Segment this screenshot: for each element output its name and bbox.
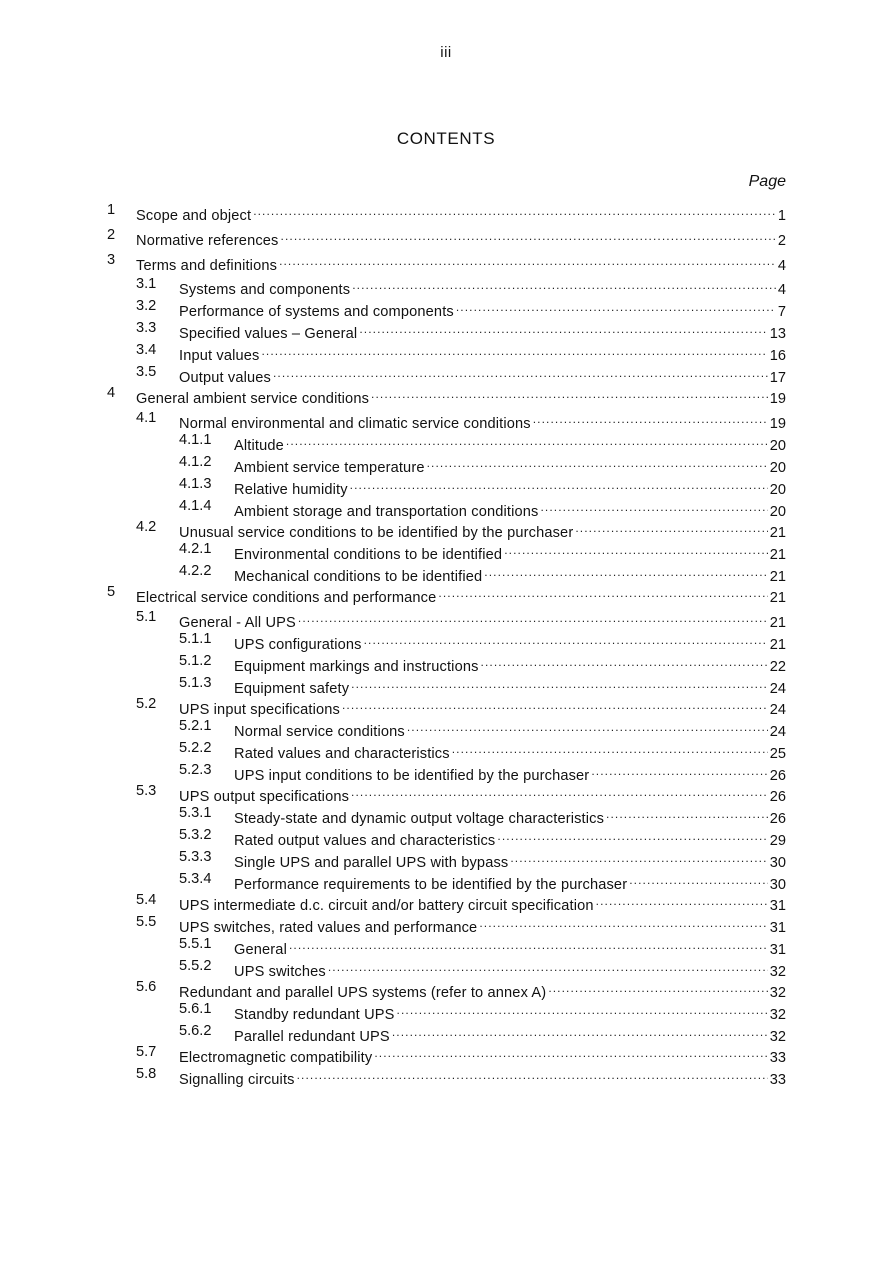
- toc-entry-title: General - All UPS: [179, 615, 296, 631]
- dot-leader: [262, 340, 768, 360]
- dot-leader: [479, 912, 767, 932]
- toc-entry-title: Signalling circuits: [179, 1072, 295, 1088]
- toc-entry: [179, 869, 786, 893]
- toc-entry-number: 5.5.1: [179, 936, 212, 952]
- toc-entry-title: UPS input specifications: [179, 702, 340, 718]
- toc-entry-number: 5.1.2: [179, 653, 212, 669]
- toc-entry: [136, 912, 786, 936]
- toc-entry: [179, 673, 786, 697]
- dot-leader: [510, 847, 767, 867]
- toc-entry-title: Redundant and parallel UPS systems (refer to annex A): [179, 985, 547, 1001]
- dot-leader: [575, 517, 767, 537]
- toc-entry: [136, 296, 786, 320]
- toc-entry-number: 2: [107, 227, 116, 243]
- toc-entry-number: 5.1: [136, 609, 157, 625]
- toc-entry: [107, 383, 786, 407]
- toc-entry: [136, 890, 786, 914]
- toc-entry-page: 21: [769, 525, 786, 541]
- toc-entry-number: 5.5: [136, 914, 157, 930]
- toc-entry: [179, 716, 786, 740]
- toc-entry-title: Systems and components: [179, 282, 351, 298]
- toc-entry: [179, 561, 786, 585]
- toc-entry-title: Rated values and characteristics: [234, 746, 450, 762]
- toc-entry: [136, 274, 786, 298]
- toc-entry-number: 5.6.1: [179, 1001, 212, 1017]
- toc-entry-page: 22: [769, 659, 786, 675]
- toc-entry-page: 32: [769, 1029, 786, 1045]
- dot-leader: [289, 934, 768, 954]
- toc-entry-page: 31: [769, 942, 786, 958]
- toc-entry-page: 19: [769, 416, 786, 432]
- toc-entry-title: Relative humidity: [234, 482, 348, 498]
- toc-entry-title: UPS configurations: [234, 637, 362, 653]
- toc-entry-page: 31: [769, 898, 786, 914]
- toc-entry-title: Unusual service conditions to be identified by the purchaser: [179, 525, 574, 541]
- toc-entry: [179, 760, 786, 784]
- page-title: CONTENTS: [396, 129, 496, 148]
- toc-entry-page: 26: [769, 811, 786, 827]
- toc-entry: [107, 225, 786, 249]
- toc-entry-number: 5.2: [136, 696, 157, 712]
- toc-entry-page: 29: [769, 833, 786, 849]
- dot-leader: [456, 296, 776, 316]
- toc-entry-title: Output values: [179, 370, 271, 386]
- toc-entry-title: Parallel redundant UPS: [234, 1029, 390, 1045]
- toc-entry-page: 20: [769, 460, 786, 476]
- toc-entry: [179, 934, 786, 958]
- toc-entry-number: 4.2.2: [179, 563, 212, 579]
- toc-entry-number: 4: [107, 385, 116, 401]
- toc-entry-number: 3.2: [136, 298, 157, 314]
- toc-entry: [179, 825, 786, 849]
- dot-leader: [286, 430, 768, 450]
- page-column-label: Page: [748, 173, 786, 190]
- dot-leader: [548, 977, 767, 997]
- toc-entry-page: 20: [769, 438, 786, 454]
- toc-entry-page: 31: [769, 920, 786, 936]
- toc-entry: [179, 474, 786, 498]
- toc-entry-title: Standby redundant UPS: [234, 1007, 395, 1023]
- dot-leader: [273, 362, 768, 382]
- toc-entry-title: Normative references: [136, 233, 279, 249]
- toc-entry: [136, 408, 786, 432]
- toc-entry-title: Electromagnetic compatibility: [179, 1050, 373, 1066]
- toc-entry: [179, 430, 786, 454]
- toc-entry: [107, 582, 786, 606]
- toc-entry-number: 4.1.1: [179, 432, 212, 448]
- dot-leader: [297, 1064, 768, 1084]
- dot-leader: [359, 318, 767, 338]
- toc-entry-title: Performance of systems and components: [179, 304, 454, 320]
- toc-entry-page: 24: [769, 702, 786, 718]
- toc-entry: [179, 999, 786, 1023]
- toc-entry: [179, 629, 786, 653]
- toc-entry-page: 19: [769, 391, 786, 407]
- toc-entry-title: Environmental conditions to be identified: [234, 547, 503, 563]
- toc-entry-page: 1: [777, 208, 786, 224]
- dot-leader: [364, 629, 768, 649]
- toc-entry: [179, 1021, 786, 1045]
- dot-leader: [352, 274, 776, 294]
- toc-entry-title: Steady-state and dynamic output voltage characteristics: [234, 811, 605, 827]
- toc-entry-page: 25: [769, 746, 786, 762]
- toc-entry-number: 5.6: [136, 979, 157, 995]
- toc-entry-number: 5.1.1: [179, 631, 212, 647]
- toc-entry-page: 4: [777, 258, 786, 274]
- dot-leader: [497, 825, 767, 845]
- toc-entry-number: 3: [107, 252, 116, 268]
- toc-entry-number: 1: [107, 202, 116, 218]
- toc-entry-number: 5.3.2: [179, 827, 212, 843]
- toc-entry-title: Terms and definitions: [136, 258, 278, 274]
- dot-leader: [298, 607, 768, 627]
- toc-entry-number: 5.3.3: [179, 849, 212, 865]
- dot-leader: [540, 496, 767, 516]
- toc-entry: [136, 977, 786, 1001]
- toc-entry-title: UPS output specifications: [179, 789, 350, 805]
- toc-entry-title: Scope and object: [136, 208, 252, 224]
- toc-entry-page: 32: [769, 1007, 786, 1023]
- toc-entry-page: 21: [769, 569, 786, 585]
- toc-entry: [179, 738, 786, 762]
- toc-entry-title: Ambient service temperature: [234, 460, 425, 476]
- toc-entry-page: 21: [769, 637, 786, 653]
- toc-entry-number: 5.7: [136, 1044, 157, 1060]
- toc-entry-page: 30: [769, 855, 786, 871]
- dot-leader: [452, 738, 768, 758]
- toc-entry: [179, 651, 786, 675]
- toc-entry-page: 16: [769, 348, 786, 364]
- toc-entry-title: Performance requirements to be identified by the purchaser: [234, 877, 628, 893]
- toc-entry-number: 5.8: [136, 1066, 157, 1082]
- toc-entry-page: 24: [769, 724, 786, 740]
- dot-leader: [350, 474, 768, 494]
- dot-leader: [342, 694, 768, 714]
- dot-leader: [606, 803, 768, 823]
- toc-entry-number: 4.2: [136, 519, 157, 535]
- toc-entry-number: 4.2.1: [179, 541, 212, 557]
- dot-leader: [504, 539, 768, 559]
- toc-entry-number: 5.1.3: [179, 675, 212, 691]
- toc-entry-number: 4.1: [136, 410, 157, 426]
- toc-entry-number: 5.3.4: [179, 871, 212, 887]
- toc-entry-title: Equipment markings and instructions: [234, 659, 479, 675]
- toc-entry-number: 5.2.2: [179, 740, 212, 756]
- toc-entry-title: UPS switches: [234, 964, 326, 980]
- toc-entry: [136, 1064, 786, 1088]
- toc-entry-title: Input values: [179, 348, 260, 364]
- toc-entry-page: 30: [769, 877, 786, 893]
- dot-leader: [397, 999, 768, 1019]
- toc-entry-title: Electrical service conditions and performance: [136, 590, 437, 606]
- toc-entry-title: Single UPS and parallel UPS with bypass: [234, 855, 509, 871]
- dot-leader: [533, 408, 768, 428]
- toc-entry-number: 3.1: [136, 276, 157, 292]
- toc-entry-number: 5.2.3: [179, 762, 212, 778]
- toc-entry-number: 3.4: [136, 342, 157, 358]
- dot-leader: [392, 1021, 768, 1041]
- toc-entry-page: 26: [769, 768, 786, 784]
- dot-leader: [629, 869, 768, 889]
- toc-entry-number: 5.3.1: [179, 805, 212, 821]
- dot-leader: [351, 781, 768, 801]
- toc-entry-title: Specified values – General: [179, 326, 358, 342]
- toc-entry-page: 32: [769, 985, 786, 1001]
- toc-entry-title: UPS intermediate d.c. circuit and/or battery circuit specification: [179, 898, 594, 914]
- toc-entry-page: 21: [769, 547, 786, 563]
- toc-entry-page: 24: [769, 681, 786, 697]
- toc-entry-number: 5.6.2: [179, 1023, 212, 1039]
- dot-leader: [328, 956, 768, 976]
- toc-entry-number: 5: [107, 584, 116, 600]
- toc-entry-number: 4.1.2: [179, 454, 212, 470]
- toc-entry: [179, 452, 786, 476]
- page-number: iii: [440, 44, 452, 61]
- toc-entry: [136, 517, 786, 541]
- toc-entry-title: Equipment safety: [234, 681, 350, 697]
- dot-leader: [351, 673, 768, 693]
- dot-leader: [281, 225, 776, 245]
- toc-entry: [179, 496, 786, 520]
- toc-entry-title: Ambient storage and transportation conditions: [234, 504, 539, 520]
- toc-entry-number: 3.3: [136, 320, 157, 336]
- toc-entry: [179, 539, 786, 563]
- toc-entry-title: Altitude: [234, 438, 284, 454]
- dot-leader: [253, 200, 776, 220]
- toc-entry-number: 4.1.3: [179, 476, 212, 492]
- toc-entry-title: UPS input conditions to be identified by the purchaser: [234, 768, 590, 784]
- toc-entry: [107, 250, 786, 274]
- toc-entry-number: 5.2.1: [179, 718, 212, 734]
- toc-entry: [136, 607, 786, 631]
- toc-entry-number: 5.4: [136, 892, 157, 908]
- toc-entry-page: 17: [769, 370, 786, 386]
- toc-entry-page: 21: [769, 590, 786, 606]
- toc-entry-title: Normal environmental and climatic service conditions: [179, 416, 531, 432]
- toc-entry: [179, 847, 786, 871]
- toc-entry-page: 21: [769, 615, 786, 631]
- toc-entry-title: Normal service conditions: [234, 724, 405, 740]
- toc-entry-page: 7: [777, 304, 786, 320]
- dot-leader: [279, 250, 776, 270]
- toc-entry-page: 20: [769, 504, 786, 520]
- dot-leader: [371, 383, 768, 403]
- toc-entry: [136, 1042, 786, 1066]
- toc-entry-page: 4: [777, 282, 786, 298]
- toc-entry: [136, 362, 786, 386]
- dot-leader: [484, 561, 767, 581]
- toc-entry-page: 2: [777, 233, 786, 249]
- toc-entry: [179, 956, 786, 980]
- dot-leader: [438, 582, 767, 602]
- toc-entry-number: 4.1.4: [179, 498, 212, 514]
- toc-entry-number: 5.5.2: [179, 958, 212, 974]
- dot-leader: [407, 716, 768, 736]
- toc-entry-page: 26: [769, 789, 786, 805]
- toc-entry-number: 5.3: [136, 783, 157, 799]
- toc-entry: [136, 694, 786, 718]
- toc-entry: [136, 318, 786, 342]
- toc-entry: [107, 200, 786, 224]
- toc-entry: [136, 340, 786, 364]
- toc-entry-title: Rated output values and characteristics: [234, 833, 496, 849]
- dot-leader: [596, 890, 768, 910]
- toc-entry-page: 32: [769, 964, 786, 980]
- toc-entry-title: General: [234, 942, 287, 958]
- toc-entry-title: General ambient service conditions: [136, 391, 370, 407]
- toc-entry: [136, 781, 786, 805]
- toc-entry-title: Mechanical conditions to be identified: [234, 569, 483, 585]
- toc-entry-page: 13: [769, 326, 786, 342]
- toc-entry-page: 33: [769, 1072, 786, 1088]
- dot-leader: [374, 1042, 767, 1062]
- toc-entry-title: UPS switches, rated values and performance: [179, 920, 478, 936]
- toc-entry: [179, 803, 786, 827]
- toc-entry-page: 20: [769, 482, 786, 498]
- toc-entry-number: 3.5: [136, 364, 157, 380]
- dot-leader: [427, 452, 768, 472]
- toc-entry-page: 33: [769, 1050, 786, 1066]
- dot-leader: [481, 651, 768, 671]
- dot-leader: [591, 760, 767, 780]
